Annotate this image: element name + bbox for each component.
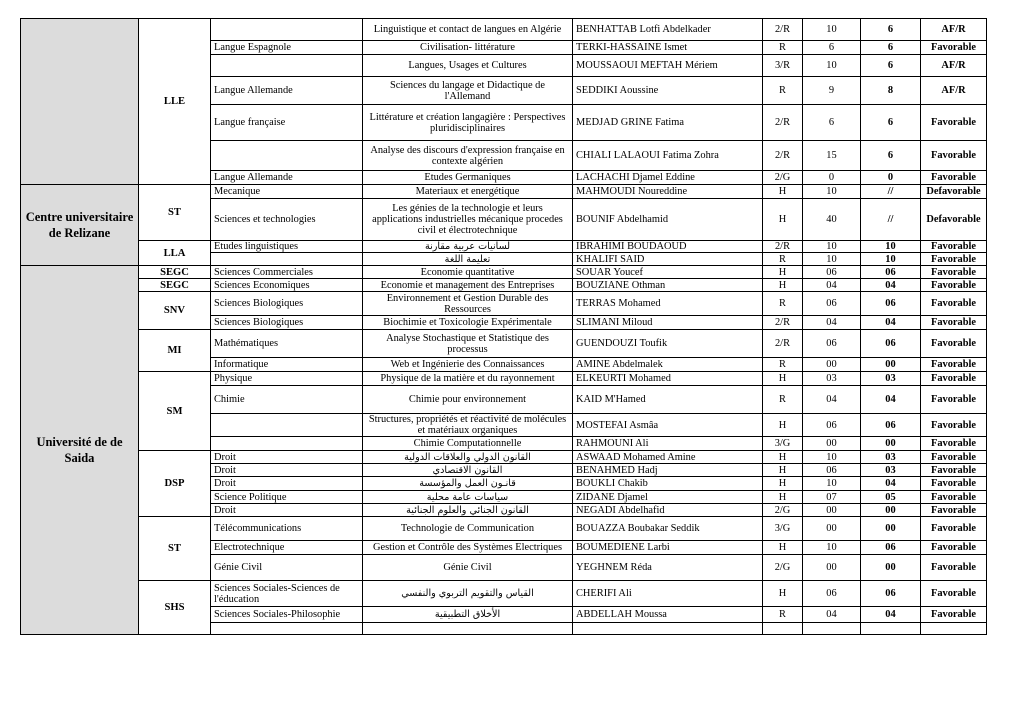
admis-cell: 6 [803,105,861,141]
grade-cell: 2/R [763,330,803,358]
empty-cell [763,623,803,635]
responsable-cell: SEDDIKI Aoussine [573,77,763,105]
responsable-cell: SOUAR Youcef [573,266,763,279]
score-cell: 10 [861,241,921,253]
avis-cell: Defavorable [921,185,987,199]
admis-cell: 10 [803,541,861,555]
grade-cell: R [763,292,803,316]
grade-cell: H [763,541,803,555]
filiere-cell: Droit [211,477,363,491]
responsable-cell: BOUKLI Chakib [573,477,763,491]
faculty-cell: SNV [139,292,211,330]
grade-cell: 2/R [763,141,803,171]
specialite-cell: القانون الدولي والعلاقات الدولية [363,451,573,464]
faculty-cell: ST [139,185,211,241]
grade-cell: 2/R [763,316,803,330]
filiere-cell [211,55,363,77]
filiere-cell: Sciences Commerciales [211,266,363,279]
authorizations-table [20,18,987,635]
specialite-cell: Physique de la matière et du rayonnement [363,372,573,386]
grade-cell: H [763,279,803,292]
filiere-cell: Science Politique [211,491,363,504]
avis-cell: Favorable [921,358,987,372]
score-cell: 06 [861,330,921,358]
admis-cell: 40 [803,199,861,241]
score-cell: 03 [861,464,921,477]
empty-cell [921,623,987,635]
table-row [21,330,987,358]
avis-cell: Favorable [921,607,987,623]
responsable-cell: BENHATTAB Lotfi Abdelkader [573,19,763,41]
admis-cell: 00 [803,437,861,451]
university-cell: Université de de Saida [21,266,139,635]
filiere-cell: Physique [211,372,363,386]
filiere-cell: Langue Allemande [211,171,363,185]
responsable-cell: BOUMEDIENE Larbi [573,541,763,555]
admis-cell: 06 [803,330,861,358]
avis-cell: Favorable [921,253,987,266]
grade-cell: H [763,451,803,464]
responsable-cell: NEGADI Abdelhafid [573,504,763,517]
filiere-cell: Electrotechnique [211,541,363,555]
specialite-cell: Analyse Stochastique et Statistique des processus [363,330,573,358]
responsable-cell: CHERIFI Ali [573,581,763,607]
specialite-cell: الأخلاق التطبيقية [363,607,573,623]
table-row [21,372,987,386]
avis-cell: Favorable [921,414,987,437]
grade-cell: 2/G [763,555,803,581]
table-row [21,581,987,607]
responsable-cell: KHALIFI SAID [573,253,763,266]
specialite-cell: Chimie Computationnelle [363,437,573,451]
table-body [21,19,987,635]
filiere-cell: Sciences Biologiques [211,292,363,316]
specialite-cell: Structures, propriétés et réactivité de molécules et matériaux organiques [363,414,573,437]
specialite-cell: Langues, Usages et Cultures [363,55,573,77]
specialite-cell: Les génies de la technologie et leurs applications industrielles mécanique procedes civil et électrotechnique [363,199,573,241]
grade-cell: 3/G [763,517,803,541]
responsable-cell: YEGHNEM Réda [573,555,763,581]
admis-cell: 07 [803,491,861,504]
specialite-cell: Littérature et création langagière : Perspectives pluridisciplinaires [363,105,573,141]
score-cell: 6 [861,41,921,55]
score-cell: 00 [861,504,921,517]
avis-cell: AF/R [921,19,987,41]
avis-cell: Favorable [921,171,987,185]
responsable-cell: MAHMOUDI Noureddine [573,185,763,199]
filiere-cell [211,19,363,41]
grade-cell: H [763,464,803,477]
specialite-cell: Economie et management des Entreprises [363,279,573,292]
specialite-cell: Civilisation- littérature [363,41,573,55]
score-cell: 03 [861,451,921,464]
grade-cell: H [763,185,803,199]
filiere-cell: Sciences et technologies [211,199,363,241]
specialite-cell: لسانيات عربية مقارنة [363,241,573,253]
score-cell: 03 [861,372,921,386]
score-cell: 8 [861,77,921,105]
grade-cell: H [763,199,803,241]
score-cell: 06 [861,414,921,437]
table-row [21,185,987,199]
specialite-cell: Materiaux et energétique [363,185,573,199]
grade-cell: R [763,41,803,55]
specialite-cell: Analyse des discours d'expression française en contexte algérien [363,141,573,171]
score-cell: 10 [861,253,921,266]
admis-cell: 04 [803,607,861,623]
faculty-cell: SEGC [139,266,211,279]
avis-cell: Favorable [921,241,987,253]
avis-cell: Favorable [921,517,987,541]
score-cell: 00 [861,555,921,581]
filiere-cell: Informatique [211,358,363,372]
filiere-cell: Chimie [211,386,363,414]
specialite-cell: القانون الاقتصادي [363,464,573,477]
filiere-cell: Langue française [211,105,363,141]
grade-cell: R [763,386,803,414]
avis-cell: AF/R [921,55,987,77]
filiere-cell: Sciences Biologiques [211,316,363,330]
avis-cell: Favorable [921,279,987,292]
admis-cell: 9 [803,77,861,105]
responsable-cell: ELKEURTI Mohamed [573,372,763,386]
table-row [21,19,987,41]
faculty-cell: MI [139,330,211,372]
responsable-cell: ZIDANE Djamel [573,491,763,504]
empty-cell [803,623,861,635]
score-cell: 6 [861,105,921,141]
score-cell: 04 [861,279,921,292]
admis-cell: 06 [803,414,861,437]
filiere-cell: Langue Espagnole [211,41,363,55]
avis-cell: AF/R [921,77,987,105]
filiere-cell [211,253,363,266]
responsable-cell: KAID M'Hamed [573,386,763,414]
responsable-cell: ABDELLAH Moussa [573,607,763,623]
grade-cell: H [763,581,803,607]
admis-cell: 15 [803,141,861,171]
filiere-cell: Droit [211,451,363,464]
score-cell: 04 [861,316,921,330]
score-cell: 06 [861,292,921,316]
grade-cell: R [763,607,803,623]
score-cell: 00 [861,517,921,541]
specialite-cell: Technologie de Communication [363,517,573,541]
responsable-cell: TERKI-HASSAINE Ismet [573,41,763,55]
admis-cell: 10 [803,253,861,266]
avis-cell: Favorable [921,105,987,141]
score-cell: 00 [861,358,921,372]
score-cell: // [861,199,921,241]
grade-cell: R [763,77,803,105]
specialite-cell: Biochimie et Toxicologie Expérimentale [363,316,573,330]
responsable-cell: BOUAZZA Boubakar Seddik [573,517,763,541]
avis-cell: Favorable [921,330,987,358]
empty-cell [573,623,763,635]
responsable-cell: IBRAHIMI BOUDAOUD [573,241,763,253]
filiere-cell [211,437,363,451]
filiere-cell: Télécommunications [211,517,363,541]
filiere-cell: Génie Civil [211,555,363,581]
specialite-cell: Etudes Germaniques [363,171,573,185]
admis-cell: 10 [803,19,861,41]
score-cell: 04 [861,607,921,623]
admis-cell: 10 [803,185,861,199]
avis-cell: Favorable [921,266,987,279]
avis-cell: Favorable [921,504,987,517]
responsable-cell: RAHMOUNI Ali [573,437,763,451]
responsable-cell: CHIALI LALAOUI Fatima Zohra [573,141,763,171]
admis-cell: 06 [803,266,861,279]
empty-cell [211,623,363,635]
admis-cell: 00 [803,555,861,581]
table-row [21,241,987,253]
admis-cell: 04 [803,386,861,414]
specialite-cell: سياسات عامة محلية [363,491,573,504]
admis-cell: 10 [803,55,861,77]
table-row [21,292,987,316]
grade-cell: H [763,477,803,491]
avis-cell: Favorable [921,541,987,555]
avis-cell: Favorable [921,292,987,316]
avis-cell: Favorable [921,437,987,451]
filiere-cell: Droit [211,464,363,477]
avis-cell: Favorable [921,491,987,504]
filiere-cell: Mathématiques [211,330,363,358]
admis-cell: 06 [803,581,861,607]
admis-cell: 06 [803,292,861,316]
avis-cell: Favorable [921,477,987,491]
avis-cell: Favorable [921,41,987,55]
empty-cell [363,623,573,635]
grade-cell: 2/R [763,105,803,141]
specialite-cell: قانـون العمل والمؤسسة [363,477,573,491]
faculty-cell: SM [139,372,211,451]
score-cell: // [861,185,921,199]
specialite-cell: القانون الجنائي والعلوم الجنائية [363,504,573,517]
avis-cell: Favorable [921,451,987,464]
admis-cell: 03 [803,372,861,386]
responsable-cell: SLIMANI Miloud [573,316,763,330]
university-cell [21,19,139,185]
admis-cell: 0 [803,171,861,185]
responsable-cell: GUENDOUZI Toufik [573,330,763,358]
specialite-cell: Gestion et Contrôle des Systèmes Electriques [363,541,573,555]
filiere-cell: Langue Allemande [211,77,363,105]
table-row [21,451,987,464]
filiere-cell: Droit [211,504,363,517]
faculty-cell: SEGC [139,279,211,292]
responsable-cell: ASWAAD Mohamed Amine [573,451,763,464]
specialite-cell: Environnement et Gestion Durable des Ressources [363,292,573,316]
grade-cell: 2/G [763,504,803,517]
score-cell: 00 [861,437,921,451]
grade-cell: H [763,414,803,437]
score-cell: 06 [861,266,921,279]
filiere-cell: Mecanique [211,185,363,199]
university-cell: Centre universitaire de Relizane [21,185,139,266]
specialite-cell: Economie quantitative [363,266,573,279]
responsable-cell: MOUSSAOUI MEFTAH Mériem [573,55,763,77]
faculty-cell: LLE [139,19,211,185]
responsable-cell: MOSTEFAI Asmâa [573,414,763,437]
faculty-cell: ST [139,517,211,581]
avis-cell: Favorable [921,464,987,477]
score-cell: 0 [861,171,921,185]
filiere-cell: Sciences Sociales-Sciences de l'éducation [211,581,363,607]
avis-cell: Favorable [921,372,987,386]
score-cell: 6 [861,19,921,41]
admis-cell: 06 [803,464,861,477]
table-row [21,279,987,292]
grade-cell: 3/G [763,437,803,451]
grade-cell: H [763,266,803,279]
avis-cell: Favorable [921,141,987,171]
responsable-cell: BOUNIF Abdelhamid [573,199,763,241]
admis-cell: 10 [803,451,861,464]
score-cell: 04 [861,477,921,491]
responsable-cell: LACHACHI Djamel Eddine [573,171,763,185]
responsable-cell: AMINE Abdelmalek [573,358,763,372]
grade-cell: R [763,358,803,372]
filiere-cell: Sciences Economiques [211,279,363,292]
filiere-cell [211,414,363,437]
table-row [21,266,987,279]
admis-cell: 10 [803,477,861,491]
score-cell: 6 [861,141,921,171]
filiere-cell [211,141,363,171]
table-row [21,517,987,541]
admis-cell: 04 [803,316,861,330]
admis-cell: 00 [803,504,861,517]
specialite-cell: القياس والتقويم التربوي والنفسي [363,581,573,607]
score-cell: 6 [861,55,921,77]
faculty-cell: DSP [139,451,211,517]
specialite-cell: Sciences du langage et Didactique de l'Allemand [363,77,573,105]
score-cell: 05 [861,491,921,504]
avis-cell: Favorable [921,555,987,581]
filiere-cell: Etudes linguistiques [211,241,363,253]
responsable-cell: TERRAS Mohamed [573,292,763,316]
empty-cell [861,623,921,635]
faculty-cell: LLA [139,241,211,266]
grade-cell: 2/G [763,171,803,185]
admis-cell: 00 [803,517,861,541]
score-cell: 04 [861,386,921,414]
specialite-cell: Linguistique et contact de langues en Algérie [363,19,573,41]
grade-cell: 2/R [763,19,803,41]
avis-cell: Favorable [921,581,987,607]
grade-cell: 3/R [763,55,803,77]
score-cell: 06 [861,541,921,555]
specialite-cell: Génie Civil [363,555,573,581]
admis-cell: 10 [803,241,861,253]
avis-cell: Defavorable [921,199,987,241]
admis-cell: 04 [803,279,861,292]
faculty-cell: SHS [139,581,211,635]
grade-cell: R [763,253,803,266]
grade-cell: H [763,491,803,504]
score-cell: 06 [861,581,921,607]
responsable-cell: BOUZIANE Othman [573,279,763,292]
grade-cell: 2/R [763,241,803,253]
specialite-cell: Web et Ingénierie des Connaissances [363,358,573,372]
avis-cell: Favorable [921,316,987,330]
responsable-cell: BENAHMED Hadj [573,464,763,477]
responsable-cell: MEDJAD GRINE Fatima [573,105,763,141]
specialite-cell: Chimie pour environnement [363,386,573,414]
admis-cell: 6 [803,41,861,55]
admis-cell: 00 [803,358,861,372]
specialite-cell: تعليمة اللغة [363,253,573,266]
grade-cell: H [763,372,803,386]
filiere-cell: Sciences Sociales-Philosophie [211,607,363,623]
avis-cell: Favorable [921,386,987,414]
